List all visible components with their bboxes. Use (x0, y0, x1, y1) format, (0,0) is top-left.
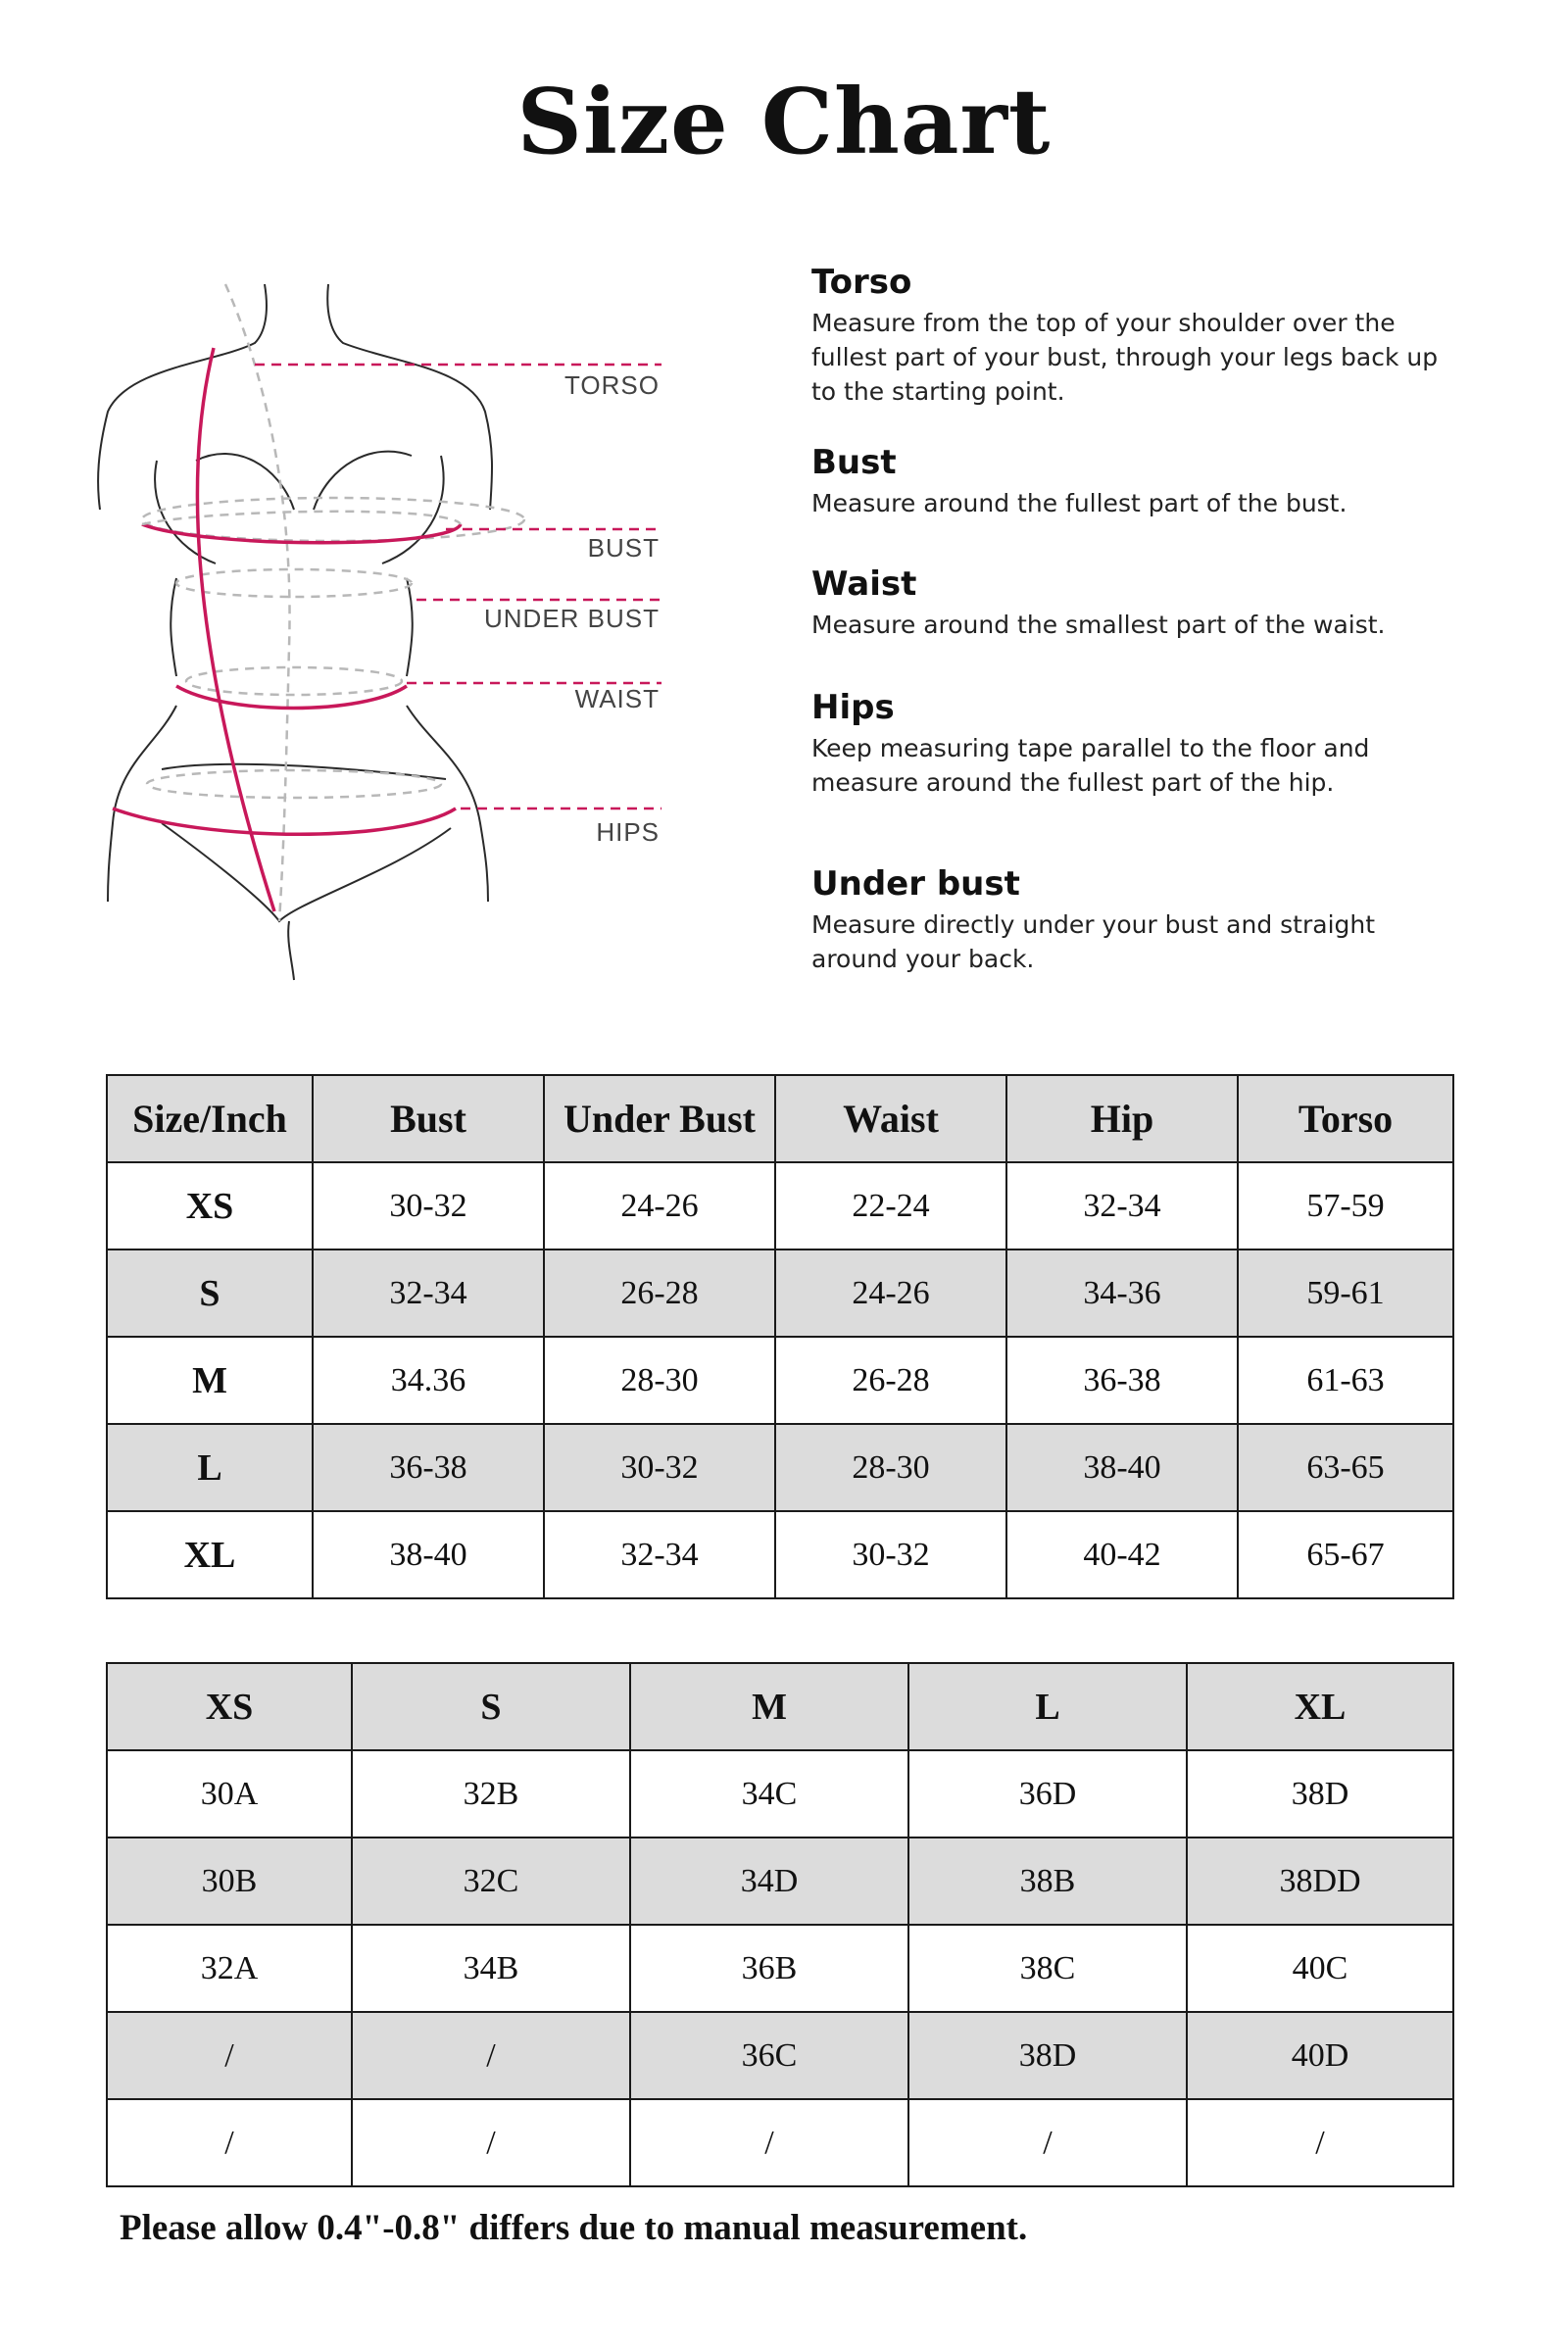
table-row (107, 1250, 1453, 1337)
table-cell: 26-28 (544, 1250, 775, 1337)
table-row (107, 1838, 1453, 1925)
table-cell: 32C (352, 1838, 630, 1925)
body-outline (98, 284, 492, 980)
table-cell: 34.36 (313, 1337, 544, 1424)
leader-lines (255, 365, 662, 808)
table-cell: 57-59 (1238, 1162, 1453, 1250)
table-cell: 26-28 (775, 1337, 1006, 1424)
hips-text: Keep measuring tape parallel to the floor and measure around the fullest part of the hip. (811, 734, 1370, 797)
table-cell: 30B (107, 1838, 352, 1925)
bust-label: BUST (587, 533, 660, 563)
body-measurement-figure (69, 255, 696, 1000)
cup-size-table (106, 1662, 1454, 2187)
table-cell: 38DD (1187, 1838, 1453, 1925)
header-cell: XL (1187, 1663, 1453, 1750)
table-cell: 38C (908, 1925, 1187, 2012)
torso-title: Torso (811, 263, 912, 302)
header-cell: Waist (775, 1075, 1006, 1162)
torso-text: Measure from the top of your shoulder over the fullest part of your bust, through your legs back up to the starting point. (811, 309, 1439, 406)
bust-description (811, 443, 1468, 520)
bust-text: Measure around the fullest part of the bust. (811, 489, 1348, 517)
table-cell: 36C (630, 2012, 908, 2099)
table-cell: 30-32 (313, 1162, 544, 1250)
table-cell: 38-40 (313, 1511, 544, 1598)
guide-lines (142, 284, 524, 921)
page-title: Size Chart (516, 69, 1052, 174)
table-cell: 34-36 (1006, 1250, 1238, 1337)
table-cell: 24-26 (775, 1250, 1006, 1337)
table-cell: 36-38 (313, 1424, 544, 1511)
table-header-row (107, 1075, 1453, 1162)
table-cell: 65-67 (1238, 1511, 1453, 1598)
table-header-row (107, 1663, 1453, 1750)
size-cell: XS (107, 1162, 313, 1250)
header-cell: L (908, 1663, 1187, 1750)
table-cell: 38D (1187, 1750, 1453, 1838)
header-cell: Size/Inch (107, 1075, 313, 1162)
header-cell: XS (107, 1663, 352, 1750)
size-cell: XL (107, 1511, 313, 1598)
header-cell: M (630, 1663, 908, 1750)
table-cell: 40-42 (1006, 1511, 1238, 1598)
under-bust-label: UNDER BUST (483, 604, 660, 633)
table-cell: 40C (1187, 1925, 1453, 2012)
waist-label: WAIST (574, 684, 660, 713)
torso-description (811, 263, 1468, 409)
torso-label: TORSO (564, 370, 660, 400)
table-cell: 32-34 (544, 1511, 775, 1598)
table-cell: 36D (908, 1750, 1187, 1838)
table-row (107, 2099, 1453, 2186)
table-cell: / (352, 2012, 630, 2099)
table-cell: 36-38 (1006, 1337, 1238, 1424)
table-cell: 32-34 (313, 1250, 544, 1337)
table-cell: 34B (352, 1925, 630, 2012)
under-bust-text: Measure directly under your bust and straight around your back. (811, 910, 1376, 973)
under-bust-title: Under bust (811, 864, 1020, 904)
table-cell: / (1187, 2099, 1453, 2186)
header-cell: Hip (1006, 1075, 1238, 1162)
table-cell: 30A (107, 1750, 352, 1838)
table-cell: 30-32 (544, 1424, 775, 1511)
header-cell: Under Bust (544, 1075, 775, 1162)
table-cell: 63-65 (1238, 1424, 1453, 1511)
table-cell: 30-32 (775, 1511, 1006, 1598)
table-cell: 32B (352, 1750, 630, 1838)
table-cell: / (107, 2099, 352, 2186)
table-cell: 38D (908, 2012, 1187, 2099)
table-row (107, 1337, 1453, 1424)
header-cell: Bust (313, 1075, 544, 1162)
table-row (107, 1925, 1453, 2012)
waist-text: Measure around the smallest part of the waist. (811, 611, 1386, 639)
table-cell: 28-30 (544, 1337, 775, 1424)
table-row (107, 1750, 1453, 1838)
table-cell: 32-34 (1006, 1162, 1238, 1250)
table-cell: 32A (107, 1925, 352, 2012)
table-row (107, 1424, 1453, 1511)
table-cell: 61-63 (1238, 1337, 1453, 1424)
table-cell: 34C (630, 1750, 908, 1838)
table-cell: 38B (908, 1838, 1187, 1925)
table-cell: 59-61 (1238, 1250, 1453, 1337)
under-bust-description (811, 864, 1468, 976)
table-row (107, 1511, 1453, 1598)
size-cell: L (107, 1424, 313, 1511)
table-cell: 36B (630, 1925, 908, 2012)
table-cell: 28-30 (775, 1424, 1006, 1511)
table-cell: 38-40 (1006, 1424, 1238, 1511)
waist-title: Waist (811, 564, 917, 604)
size-cell: S (107, 1250, 313, 1337)
waist-description (811, 564, 1468, 642)
body-diagram (69, 255, 696, 1000)
table-cell: 24-26 (544, 1162, 775, 1250)
hips-title: Hips (811, 688, 895, 727)
measurement-note: Please allow 0.4"-0.8" differs due to manual measurement. (120, 2208, 1028, 2248)
table-row (107, 1162, 1453, 1250)
table-cell: / (630, 2099, 908, 2186)
bust-title: Bust (811, 443, 897, 482)
table-cell: / (352, 2099, 630, 2186)
hips-label: HIPS (596, 817, 660, 847)
hips-description (811, 688, 1468, 800)
table-cell: / (908, 2099, 1187, 2186)
table-row (107, 2012, 1453, 2099)
size-table (106, 1074, 1454, 1599)
table-cell: / (107, 2012, 352, 2099)
table-cell: 40D (1187, 2012, 1453, 2099)
header-cell: S (352, 1663, 630, 1750)
header-cell: Torso (1238, 1075, 1453, 1162)
table-cell: 22-24 (775, 1162, 1006, 1250)
table-cell: 34D (630, 1838, 908, 1925)
measure-lines (113, 348, 461, 911)
size-cell: M (107, 1337, 313, 1424)
